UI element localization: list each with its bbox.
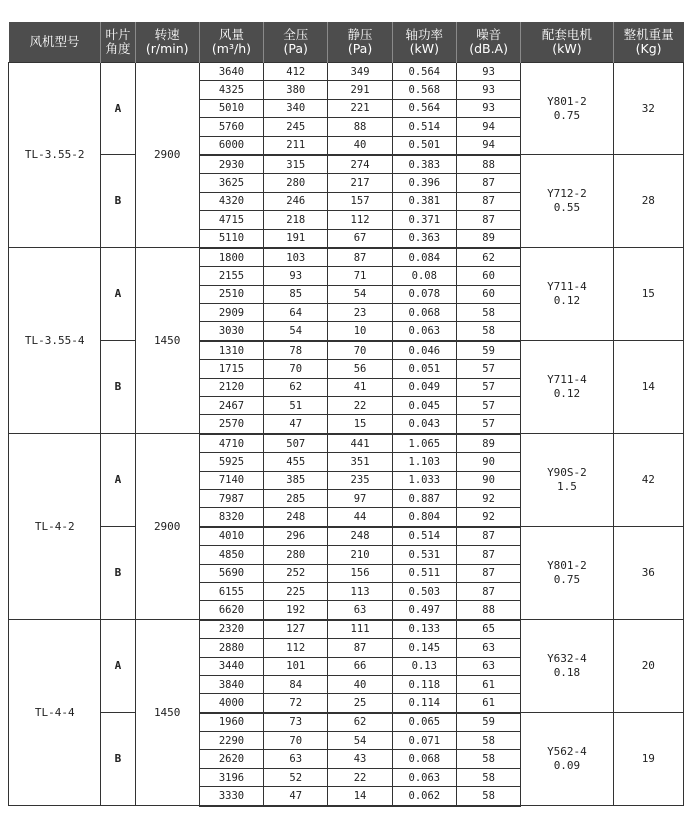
model-name-cell: TL-3.55-2 bbox=[9, 63, 101, 248]
model-name-cell: TL-3.55-4 bbox=[9, 248, 101, 434]
static-pressure-cell: 70 bbox=[328, 341, 392, 360]
noise-cell: 89 bbox=[456, 434, 520, 453]
noise-cell: 88 bbox=[456, 601, 520, 620]
noise-cell: 57 bbox=[456, 397, 520, 415]
motor-cell bbox=[521, 248, 613, 341]
header-title: 配套电机 bbox=[541, 27, 592, 42]
airflow-cell: 4010 bbox=[199, 527, 263, 546]
total-pressure-cell: 63 bbox=[264, 750, 328, 768]
static-pressure-cell: 274 bbox=[328, 155, 392, 174]
airflow-cell: 1310 bbox=[199, 341, 263, 360]
header-title: 叶片 bbox=[105, 27, 131, 42]
static-pressure-cell: 210 bbox=[328, 546, 392, 564]
total-pressure-cell: 51 bbox=[264, 397, 328, 415]
static-pressure-cell: 22 bbox=[328, 397, 392, 415]
airflow-cell: 6155 bbox=[199, 582, 263, 600]
blade-angle-cell: A bbox=[101, 63, 135, 155]
shaft-power-cell: 0.063 bbox=[392, 322, 456, 341]
noise-cell: 63 bbox=[456, 657, 520, 675]
shaft-power-cell: 0.071 bbox=[392, 732, 456, 750]
total-pressure-cell: 218 bbox=[264, 211, 328, 229]
airflow-cell: 5010 bbox=[199, 99, 263, 117]
speed-cell: 1450 bbox=[135, 620, 199, 806]
header-unit: (r/min) bbox=[145, 41, 189, 56]
static-pressure-cell: 291 bbox=[328, 81, 392, 99]
noise-cell: 58 bbox=[456, 750, 520, 768]
airflow-cell: 2510 bbox=[199, 285, 263, 303]
airflow-cell: 1960 bbox=[199, 713, 263, 732]
noise-cell: 58 bbox=[456, 768, 520, 786]
airflow-cell: 7140 bbox=[199, 471, 263, 489]
airflow-cell: 2467 bbox=[199, 397, 263, 415]
noise-cell: 57 bbox=[456, 360, 520, 378]
motor-power: 0.09 bbox=[553, 759, 581, 773]
noise-cell: 59 bbox=[456, 713, 520, 732]
shaft-power-cell: 0.043 bbox=[392, 415, 456, 434]
blade-angle-cell: B bbox=[101, 713, 135, 806]
motor-cell bbox=[521, 155, 613, 248]
airflow-cell: 4850 bbox=[199, 546, 263, 564]
noise-cell: 93 bbox=[456, 63, 520, 81]
airflow-cell: 3840 bbox=[199, 675, 263, 693]
static-pressure-cell: 56 bbox=[328, 360, 392, 378]
noise-cell: 94 bbox=[456, 118, 520, 136]
static-pressure-cell: 235 bbox=[328, 471, 392, 489]
table-row bbox=[9, 434, 684, 453]
static-pressure-cell: 14 bbox=[328, 787, 392, 806]
total-pressure-cell: 315 bbox=[264, 155, 328, 174]
header-title: 整机重量 bbox=[623, 27, 674, 42]
header-unit: 角度 bbox=[105, 41, 131, 56]
total-pressure-cell: 211 bbox=[264, 136, 328, 155]
airflow-cell: 2930 bbox=[199, 155, 263, 174]
static-pressure-cell: 113 bbox=[328, 582, 392, 600]
noise-cell: 87 bbox=[456, 527, 520, 546]
weight-cell: 19 bbox=[613, 713, 683, 806]
noise-cell: 87 bbox=[456, 564, 520, 582]
noise-cell: 90 bbox=[456, 471, 520, 489]
airflow-header bbox=[199, 22, 263, 63]
header-title: 转速 bbox=[154, 27, 180, 42]
noise-cell: 62 bbox=[456, 248, 520, 267]
shaft-power-cell: 0.501 bbox=[392, 136, 456, 155]
weight-cell: 20 bbox=[613, 620, 683, 713]
speed-cell: 2900 bbox=[135, 434, 199, 620]
table-row bbox=[9, 248, 684, 267]
static-pressure-cell: 87 bbox=[328, 639, 392, 657]
model-name-cell: TL-4-2 bbox=[9, 434, 101, 620]
weight-cell: 32 bbox=[613, 63, 683, 155]
airflow-cell: 5925 bbox=[199, 453, 263, 471]
static-pressure-cell: 441 bbox=[328, 434, 392, 453]
total-pressure-cell: 93 bbox=[264, 267, 328, 285]
airflow-cell: 5690 bbox=[199, 564, 263, 582]
noise-cell: 61 bbox=[456, 675, 520, 693]
motor-cell bbox=[521, 341, 613, 434]
airflow-cell: 8320 bbox=[199, 508, 263, 527]
speed-cell: 2900 bbox=[135, 63, 199, 248]
total-pressure-cell: 245 bbox=[264, 118, 328, 136]
shaft-power-cell: 0.887 bbox=[392, 489, 456, 507]
total-pressure-cell: 64 bbox=[264, 304, 328, 322]
motor-model: Y632-4 bbox=[547, 652, 587, 666]
static-pressure-cell: 67 bbox=[328, 229, 392, 248]
shaft-power-header bbox=[392, 22, 456, 63]
noise-cell: 58 bbox=[456, 322, 520, 341]
shaft-power-cell: 0.145 bbox=[392, 639, 456, 657]
shaft-power-cell: 0.118 bbox=[392, 675, 456, 693]
shaft-power-cell: 0.063 bbox=[392, 768, 456, 786]
total-pressure-cell: 191 bbox=[264, 229, 328, 248]
speed-header bbox=[135, 22, 199, 63]
shaft-power-cell: 0.133 bbox=[392, 620, 456, 639]
static-pressure-cell: 351 bbox=[328, 453, 392, 471]
header-unit: (kW) bbox=[552, 41, 582, 56]
static-pressure-cell: 157 bbox=[328, 192, 392, 210]
airflow-cell: 4320 bbox=[199, 192, 263, 210]
airflow-cell: 2880 bbox=[199, 639, 263, 657]
shaft-power-cell: 0.568 bbox=[392, 81, 456, 99]
header-title: 静压 bbox=[347, 27, 373, 42]
noise-cell: 65 bbox=[456, 620, 520, 639]
noise-cell: 60 bbox=[456, 267, 520, 285]
airflow-cell: 1715 bbox=[199, 360, 263, 378]
shaft-power-cell: 0.564 bbox=[392, 99, 456, 117]
noise-cell: 89 bbox=[456, 229, 520, 248]
shaft-power-cell: 0.503 bbox=[392, 582, 456, 600]
weight-cell: 15 bbox=[613, 248, 683, 341]
airflow-cell: 3640 bbox=[199, 63, 263, 81]
motor-model: Y712-2 bbox=[547, 187, 587, 201]
noise-cell: 92 bbox=[456, 489, 520, 507]
static-pressure-cell: 15 bbox=[328, 415, 392, 434]
static-pressure-cell: 43 bbox=[328, 750, 392, 768]
total-pressure-cell: 192 bbox=[264, 601, 328, 620]
motor-model: Y711-4 bbox=[547, 280, 587, 294]
header-unit: (Kg) bbox=[635, 41, 662, 56]
airflow-cell: 4000 bbox=[199, 694, 263, 713]
airflow-cell: 6620 bbox=[199, 601, 263, 620]
total-pressure-cell: 72 bbox=[264, 694, 328, 713]
shaft-power-cell: 1.033 bbox=[392, 471, 456, 489]
noise-cell: 94 bbox=[456, 136, 520, 155]
total-pressure-cell: 52 bbox=[264, 768, 328, 786]
airflow-cell: 2155 bbox=[199, 267, 263, 285]
table-row bbox=[9, 155, 684, 174]
total-pressure-cell: 385 bbox=[264, 471, 328, 489]
motor-cell bbox=[521, 620, 613, 713]
table-row bbox=[9, 63, 684, 81]
noise-cell: 87 bbox=[456, 192, 520, 210]
shaft-power-cell: 0.363 bbox=[392, 229, 456, 248]
shaft-power-cell: 0.084 bbox=[392, 248, 456, 267]
header-unit: (kW) bbox=[409, 41, 439, 56]
shaft-power-cell: 0.514 bbox=[392, 118, 456, 136]
shaft-power-cell: 1.103 bbox=[392, 453, 456, 471]
shaft-power-cell: 0.046 bbox=[392, 341, 456, 360]
airflow-cell: 7987 bbox=[199, 489, 263, 507]
shaft-power-cell: 0.804 bbox=[392, 508, 456, 527]
airflow-cell: 2120 bbox=[199, 378, 263, 396]
total-pressure-cell: 252 bbox=[264, 564, 328, 582]
motor-power: 0.75 bbox=[553, 573, 581, 587]
motor-model: Y801-2 bbox=[547, 94, 587, 108]
total-pressure-cell: 127 bbox=[264, 620, 328, 639]
static-pressure-cell: 217 bbox=[328, 174, 392, 192]
shaft-power-cell: 0.497 bbox=[392, 601, 456, 620]
total-pressure-cell: 62 bbox=[264, 378, 328, 396]
model-name-cell: TL-4-4 bbox=[9, 620, 101, 806]
shaft-power-cell: 0.396 bbox=[392, 174, 456, 192]
blade-angle-cell: A bbox=[101, 248, 135, 341]
header-unit: (Pa) bbox=[283, 41, 308, 56]
airflow-cell: 3030 bbox=[199, 322, 263, 341]
header-title: 轴功率 bbox=[405, 27, 444, 42]
total-pressure-cell: 380 bbox=[264, 81, 328, 99]
airflow-cell: 2909 bbox=[199, 304, 263, 322]
noise-header bbox=[456, 22, 520, 63]
shaft-power-cell: 0.511 bbox=[392, 564, 456, 582]
header-unit: (Pa) bbox=[347, 41, 373, 56]
static-pressure-cell: 111 bbox=[328, 620, 392, 639]
weight-cell: 28 bbox=[613, 155, 683, 248]
static-pressure-cell: 22 bbox=[328, 768, 392, 786]
total-pressure-cell: 280 bbox=[264, 546, 328, 564]
total-pressure-cell: 47 bbox=[264, 415, 328, 434]
shaft-power-cell: 0.564 bbox=[392, 63, 456, 81]
shaft-power-cell: 0.049 bbox=[392, 378, 456, 396]
total-pressure-cell: 112 bbox=[264, 639, 328, 657]
blade-angle-header bbox=[101, 22, 135, 63]
static-pressure-cell: 23 bbox=[328, 304, 392, 322]
total-pressure-cell: 507 bbox=[264, 434, 328, 453]
static-pressure-cell: 40 bbox=[328, 675, 392, 693]
noise-cell: 87 bbox=[456, 211, 520, 229]
total-pressure-cell: 54 bbox=[264, 322, 328, 341]
noise-cell: 63 bbox=[456, 639, 520, 657]
noise-cell: 87 bbox=[456, 582, 520, 600]
noise-cell: 58 bbox=[456, 787, 520, 806]
total-pressure-cell: 248 bbox=[264, 508, 328, 527]
airflow-cell: 3330 bbox=[199, 787, 263, 806]
noise-cell: 87 bbox=[456, 174, 520, 192]
motor-power: 0.18 bbox=[553, 666, 581, 680]
noise-cell: 57 bbox=[456, 415, 520, 434]
static-pressure-cell: 71 bbox=[328, 267, 392, 285]
motor-header bbox=[521, 22, 613, 63]
motor-model: Y801-2 bbox=[547, 559, 587, 573]
noise-cell: 88 bbox=[456, 155, 520, 174]
total-pressure-header bbox=[264, 22, 328, 63]
motor-cell bbox=[521, 527, 613, 620]
total-pressure-cell: 85 bbox=[264, 285, 328, 303]
total-pressure-cell: 412 bbox=[264, 63, 328, 81]
header-title: 风机型号 bbox=[29, 34, 80, 49]
noise-cell: 92 bbox=[456, 508, 520, 527]
shaft-power-cell: 0.531 bbox=[392, 546, 456, 564]
shaft-power-cell: 0.114 bbox=[392, 694, 456, 713]
table-body bbox=[9, 63, 684, 806]
table-row bbox=[9, 527, 684, 546]
motor-power: 0.55 bbox=[553, 201, 581, 215]
shaft-power-cell: 0.371 bbox=[392, 211, 456, 229]
total-pressure-cell: 296 bbox=[264, 527, 328, 546]
airflow-cell: 2620 bbox=[199, 750, 263, 768]
airflow-cell: 6000 bbox=[199, 136, 263, 155]
noise-cell: 59 bbox=[456, 341, 520, 360]
airflow-cell: 5760 bbox=[199, 118, 263, 136]
total-pressure-cell: 455 bbox=[264, 453, 328, 471]
noise-cell: 60 bbox=[456, 285, 520, 303]
total-pressure-cell: 103 bbox=[264, 248, 328, 267]
static-pressure-cell: 248 bbox=[328, 527, 392, 546]
weight-cell: 42 bbox=[613, 434, 683, 527]
table-row bbox=[9, 620, 684, 639]
table-row bbox=[9, 713, 684, 732]
weight-header bbox=[613, 22, 683, 63]
motor-power: 0.75 bbox=[553, 108, 581, 122]
static-pressure-cell: 349 bbox=[328, 63, 392, 81]
model-header bbox=[9, 22, 101, 63]
airflow-cell: 3440 bbox=[199, 657, 263, 675]
table-row bbox=[9, 341, 684, 360]
static-pressure-cell: 62 bbox=[328, 713, 392, 732]
noise-cell: 93 bbox=[456, 99, 520, 117]
motor-model: Y562-4 bbox=[547, 745, 587, 759]
static-pressure-cell: 44 bbox=[328, 508, 392, 527]
airflow-cell: 4715 bbox=[199, 211, 263, 229]
total-pressure-cell: 101 bbox=[264, 657, 328, 675]
static-pressure-cell: 87 bbox=[328, 248, 392, 267]
weight-cell: 36 bbox=[613, 527, 683, 620]
static-pressure-cell: 112 bbox=[328, 211, 392, 229]
total-pressure-cell: 73 bbox=[264, 713, 328, 732]
airflow-cell: 2320 bbox=[199, 620, 263, 639]
total-pressure-cell: 280 bbox=[264, 174, 328, 192]
motor-cell bbox=[521, 713, 613, 806]
static-pressure-cell: 10 bbox=[328, 322, 392, 341]
shaft-power-cell: 0.381 bbox=[392, 192, 456, 210]
motor-power: 0.12 bbox=[553, 294, 581, 308]
motor-cell bbox=[521, 63, 613, 155]
total-pressure-cell: 246 bbox=[264, 192, 328, 210]
noise-cell: 61 bbox=[456, 694, 520, 713]
fan-spec-table bbox=[8, 22, 684, 807]
motor-model: Y711-4 bbox=[547, 373, 587, 387]
static-pressure-cell: 40 bbox=[328, 136, 392, 155]
noise-cell: 90 bbox=[456, 453, 520, 471]
airflow-cell: 4325 bbox=[199, 81, 263, 99]
static-pressure-cell: 25 bbox=[328, 694, 392, 713]
blade-angle-cell: B bbox=[101, 155, 135, 248]
blade-angle-cell: B bbox=[101, 527, 135, 620]
total-pressure-cell: 340 bbox=[264, 99, 328, 117]
shaft-power-cell: 0.068 bbox=[392, 750, 456, 768]
noise-cell: 58 bbox=[456, 304, 520, 322]
static-pressure-cell: 54 bbox=[328, 732, 392, 750]
shaft-power-cell: 0.383 bbox=[392, 155, 456, 174]
noise-cell: 93 bbox=[456, 81, 520, 99]
total-pressure-cell: 78 bbox=[264, 341, 328, 360]
header-unit: (m³/h) bbox=[211, 41, 251, 56]
table-header bbox=[9, 22, 684, 63]
airflow-cell: 5110 bbox=[199, 229, 263, 248]
speed-cell: 1450 bbox=[135, 248, 199, 434]
motor-model: Y90S-2 bbox=[547, 466, 587, 480]
shaft-power-cell: 0.13 bbox=[392, 657, 456, 675]
shaft-power-cell: 0.078 bbox=[392, 285, 456, 303]
noise-cell: 57 bbox=[456, 378, 520, 396]
static-pressure-cell: 156 bbox=[328, 564, 392, 582]
static-pressure-header bbox=[328, 22, 392, 63]
header-row bbox=[9, 22, 684, 63]
total-pressure-cell: 285 bbox=[264, 489, 328, 507]
airflow-cell: 2570 bbox=[199, 415, 263, 434]
blade-angle-cell: A bbox=[101, 434, 135, 527]
static-pressure-cell: 54 bbox=[328, 285, 392, 303]
airflow-cell: 3625 bbox=[199, 174, 263, 192]
shaft-power-cell: 0.068 bbox=[392, 304, 456, 322]
blade-angle-cell: A bbox=[101, 620, 135, 713]
static-pressure-cell: 221 bbox=[328, 99, 392, 117]
total-pressure-cell: 47 bbox=[264, 787, 328, 806]
header-title: 风量 bbox=[218, 27, 244, 42]
shaft-power-cell: 0.051 bbox=[392, 360, 456, 378]
static-pressure-cell: 66 bbox=[328, 657, 392, 675]
airflow-cell: 1800 bbox=[199, 248, 263, 267]
noise-cell: 87 bbox=[456, 546, 520, 564]
total-pressure-cell: 84 bbox=[264, 675, 328, 693]
motor-cell bbox=[521, 434, 613, 527]
weight-cell: 14 bbox=[613, 341, 683, 434]
static-pressure-cell: 88 bbox=[328, 118, 392, 136]
shaft-power-cell: 0.514 bbox=[392, 527, 456, 546]
airflow-cell: 4710 bbox=[199, 434, 263, 453]
airflow-cell: 3196 bbox=[199, 768, 263, 786]
header-title: 全压 bbox=[283, 27, 309, 42]
motor-power: 1.5 bbox=[557, 480, 577, 494]
header-unit: (dB.A) bbox=[469, 41, 508, 56]
shaft-power-cell: 1.065 bbox=[392, 434, 456, 453]
shaft-power-cell: 0.062 bbox=[392, 787, 456, 806]
shaft-power-cell: 0.065 bbox=[392, 713, 456, 732]
shaft-power-cell: 0.08 bbox=[392, 267, 456, 285]
noise-cell: 58 bbox=[456, 732, 520, 750]
shaft-power-cell: 0.045 bbox=[392, 397, 456, 415]
blade-angle-cell: B bbox=[101, 341, 135, 434]
airflow-cell: 2290 bbox=[199, 732, 263, 750]
static-pressure-cell: 97 bbox=[328, 489, 392, 507]
static-pressure-cell: 63 bbox=[328, 601, 392, 620]
total-pressure-cell: 225 bbox=[264, 582, 328, 600]
header-title: 噪音 bbox=[476, 27, 502, 42]
motor-power: 0.12 bbox=[553, 387, 581, 401]
total-pressure-cell: 70 bbox=[264, 732, 328, 750]
static-pressure-cell: 41 bbox=[328, 378, 392, 396]
total-pressure-cell: 70 bbox=[264, 360, 328, 378]
